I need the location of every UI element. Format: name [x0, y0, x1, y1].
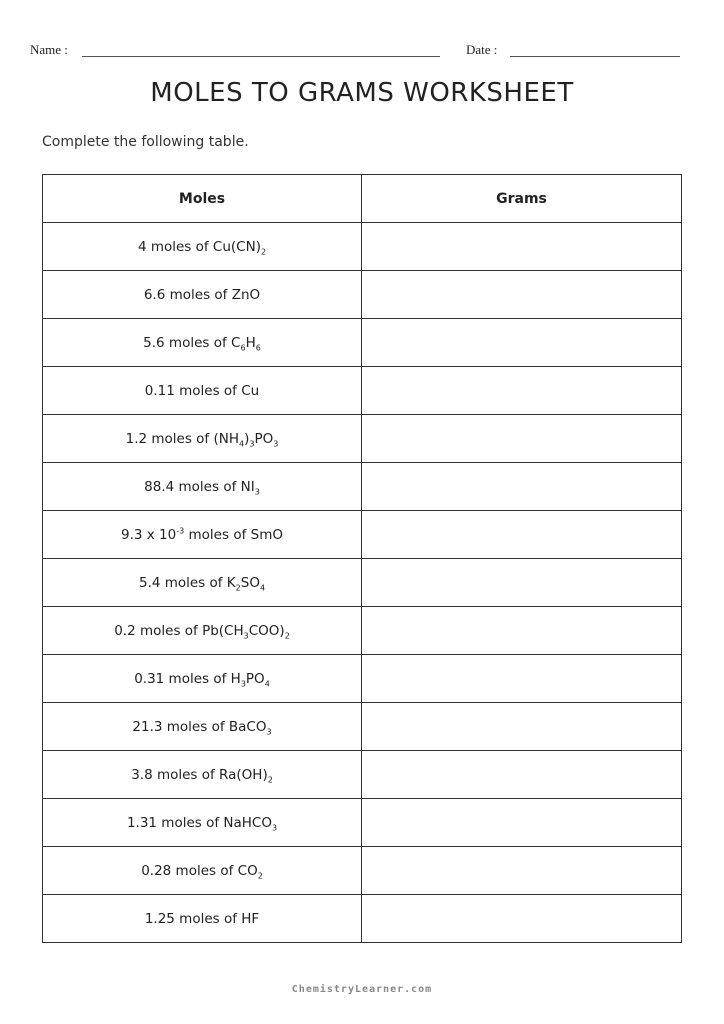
- grams-answer-cell[interactable]: [362, 703, 682, 751]
- formula-subscript: 3: [266, 727, 272, 737]
- moles-cell: [43, 655, 362, 703]
- table-row: [43, 559, 682, 607]
- moles-amount: 4 moles of: [137, 238, 213, 255]
- formula-subscript: 6: [240, 343, 246, 353]
- formula-subscript: 2: [260, 247, 267, 257]
- grams-answer-cell[interactable]: [362, 559, 682, 607]
- name-label: Name :: [30, 42, 68, 57]
- grams-answer-cell[interactable]: [362, 271, 682, 319]
- formula-subscript: 4: [239, 439, 245, 449]
- formula-text: C: [231, 334, 241, 351]
- formula-subscript: 3: [249, 439, 255, 449]
- moles-amount: 5.6 moles of: [143, 334, 232, 351]
- moles-cell: [43, 847, 362, 895]
- formula-subscript: 3: [243, 631, 249, 641]
- moles-cell: [43, 799, 362, 847]
- formula-text: SO: [240, 574, 260, 591]
- moles-column-header: Moles: [43, 175, 362, 223]
- moles-amount: 3.8 moles of: [131, 766, 220, 783]
- moles-amount: 21.3 moles of: [132, 718, 229, 735]
- grams-answer-cell[interactable]: [362, 511, 682, 559]
- table-row: [43, 415, 682, 463]
- moles-cell: [43, 607, 362, 655]
- moles-cell: [43, 751, 362, 799]
- table-header-row: [43, 175, 682, 223]
- formula-text: COO): [248, 622, 285, 639]
- formula-subscript: 2: [284, 631, 290, 641]
- formula-text: ): [244, 430, 250, 447]
- moles-amount: 1.2 moles of: [125, 430, 214, 447]
- moles-cell: [43, 367, 362, 415]
- moles-cell: [43, 703, 362, 751]
- formula-text: Ra(OH): [219, 766, 268, 783]
- formula-text: moles of SmO: [184, 526, 283, 543]
- table-row: [43, 511, 682, 559]
- moles-cell: [43, 559, 362, 607]
- formula-text: (NH: [213, 430, 240, 447]
- formula-text: PO: [245, 670, 265, 687]
- moles-amount: 1.31 moles of: [126, 814, 224, 831]
- formula-superscript: -3: [176, 526, 185, 535]
- table-row: [43, 655, 682, 703]
- table-row: [43, 703, 682, 751]
- grams-answer-cell[interactable]: [362, 655, 682, 703]
- grams-answer-cell[interactable]: [362, 367, 682, 415]
- table-row: [43, 463, 682, 511]
- table-row: [43, 319, 682, 367]
- date-field-line[interactable]: [510, 56, 680, 57]
- formula-subscript: 2: [267, 775, 273, 785]
- table-row: [43, 223, 682, 271]
- formula-text: PO: [254, 430, 274, 447]
- table-row: [43, 271, 682, 319]
- instruction-text: Complete the following table.: [42, 134, 249, 150]
- formula-subscript: 3: [271, 823, 278, 833]
- footer-watermark: ChemistryLearner.com: [291, 984, 433, 995]
- moles-cell: [43, 415, 362, 463]
- moles-amount: 6.6 moles of: [143, 286, 232, 303]
- grams-answer-cell[interactable]: [362, 847, 682, 895]
- formula-text: ZnO: [231, 286, 261, 303]
- formula-subscript: 4: [259, 583, 266, 593]
- formula-text: Cu(CN): [212, 238, 261, 255]
- formula-text: K: [226, 574, 236, 591]
- formula-text: Pb(CH: [202, 622, 244, 639]
- formula-text: HF: [241, 910, 260, 927]
- grams-answer-cell[interactable]: [362, 415, 682, 463]
- formula-subscript: 3: [273, 439, 279, 449]
- grams-answer-cell[interactable]: [362, 895, 682, 943]
- formula-subscript: 3: [254, 487, 260, 497]
- formula-subscript: 3: [240, 679, 246, 689]
- grams-answer-cell[interactable]: [362, 319, 682, 367]
- formula-text: Cu: [241, 382, 260, 399]
- grams-column-header: Grams: [362, 175, 682, 223]
- grams-answer-cell[interactable]: [362, 463, 682, 511]
- grams-answer-cell[interactable]: [362, 223, 682, 271]
- table-row: [43, 607, 682, 655]
- moles-amount: 88.4 moles of: [144, 478, 241, 495]
- moles-amount: 5.4 moles of: [138, 574, 227, 591]
- moles-cell: [43, 223, 362, 271]
- table-row: [43, 367, 682, 415]
- table-row: [43, 847, 682, 895]
- table-row: [43, 799, 682, 847]
- formula-text: H: [230, 670, 241, 687]
- moles-amount: 0.28 moles of: [141, 862, 238, 879]
- moles-amount: 0.11 moles of: [144, 382, 242, 399]
- formula-text: CO: [237, 862, 258, 879]
- formula-subscript: 2: [257, 871, 263, 881]
- formula-text: BaCO: [228, 718, 267, 735]
- grams-answer-cell[interactable]: [362, 799, 682, 847]
- name-field-line[interactable]: [82, 56, 440, 57]
- table-row: [43, 751, 682, 799]
- moles-amount: 0.31 moles of: [134, 670, 231, 687]
- formula-subscript: 6: [255, 343, 261, 353]
- formula-text: H: [245, 334, 256, 351]
- moles-cell: [43, 895, 362, 943]
- formula-text: NaHCO: [223, 814, 272, 831]
- formula-text: NI: [240, 478, 255, 495]
- formula-subscript: 4: [264, 679, 270, 689]
- moles-cell: [43, 463, 362, 511]
- moles-amount: 1.25 moles of: [144, 910, 242, 927]
- formula-subscript: 2: [235, 583, 241, 593]
- page-title: MOLES TO GRAMS WORKSHEET: [150, 78, 574, 108]
- date-label: Date :: [466, 42, 498, 57]
- formula-text: 9.3 x 10: [121, 526, 177, 543]
- grams-answer-cell[interactable]: [362, 607, 682, 655]
- grams-answer-cell[interactable]: [362, 751, 682, 799]
- table-row: [43, 895, 682, 943]
- moles-cell: [43, 319, 362, 367]
- moles-grams-table: [42, 174, 682, 943]
- moles-cell: [43, 511, 362, 559]
- moles-amount: 0.2 moles of: [114, 622, 203, 639]
- moles-cell: [43, 271, 362, 319]
